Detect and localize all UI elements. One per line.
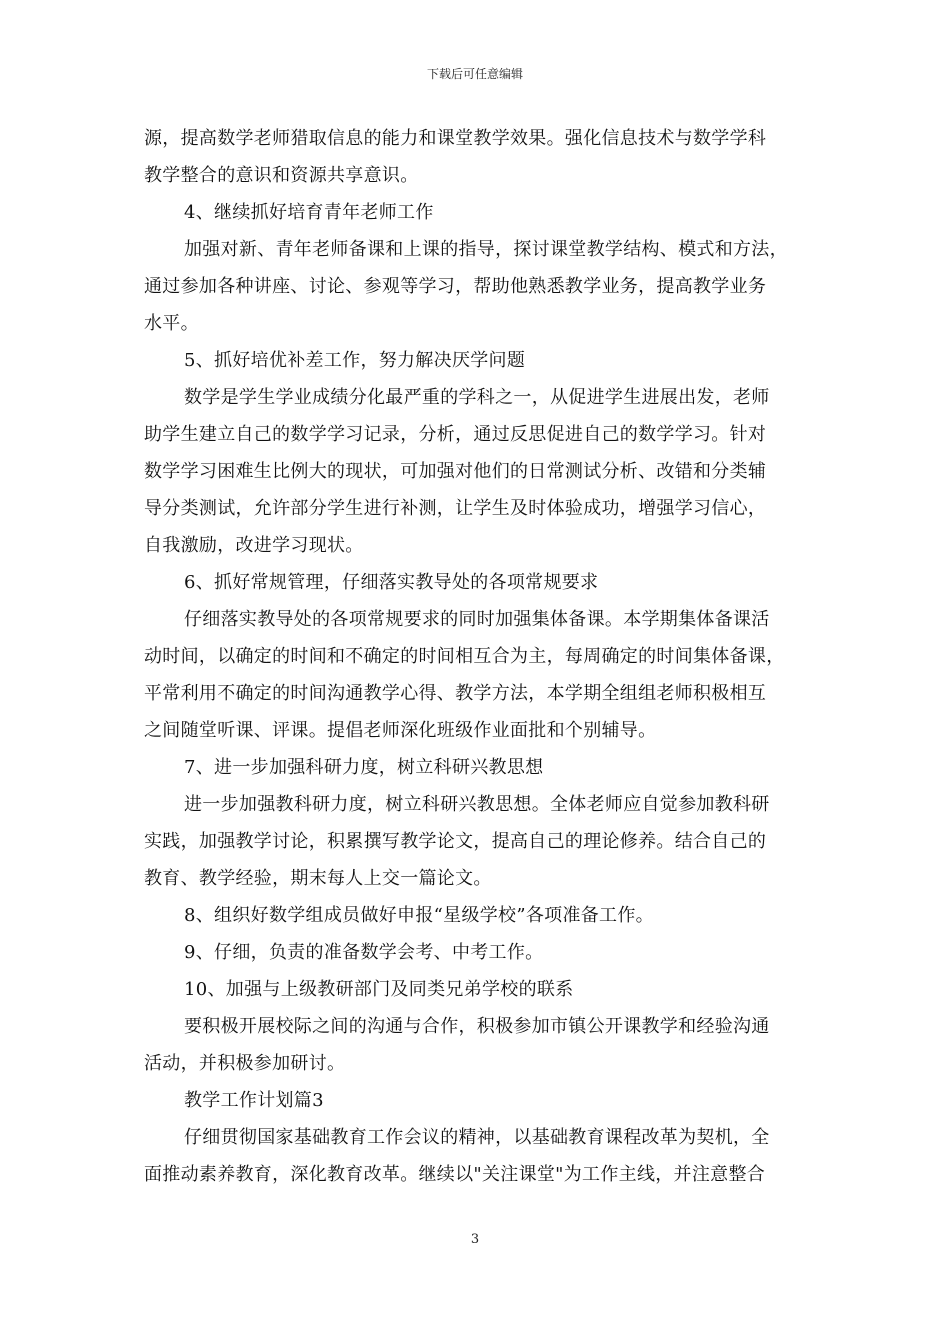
paragraph-line: 导分类测试，允许部分学生进行补测，让学生及时体验成功，增强学习信心， (144, 498, 767, 519)
paragraph-line: 通过参加各种讲座、讨论、参观等学习，帮助他熟悉教学业务，提高教学业务 (144, 276, 767, 297)
paragraph-line: 助学生建立自己的数学学习记录，分析，通过反思促进自己的数学学习。针对 (144, 424, 767, 445)
paragraph-line: 要积极开展校际之间的沟通与合作，积极参加市镇公开课教学和经验沟通 (184, 1016, 770, 1037)
paragraph-line: 加强对新、青年老师备课和上课的指导，探讨课堂教学结构、模式和方法， (184, 239, 788, 260)
section-heading: 8、组织好数学组成员做好申报“星级学校”各项准备工作。 (184, 905, 654, 926)
section-heading: 5、抓好培优补差工作，努力解决厌学问题 (184, 350, 526, 371)
paragraph-line: 动时间，以确定的时间和不确定的时间相互合为主，每周确定的时间集体备课， (144, 646, 785, 667)
section-heading: 9、仔细，负责的准备数学会考、中考工作。 (184, 942, 544, 963)
paragraph-line: 源，提高数学老师猎取信息的能力和课堂教学效果。强化信息技术与数学学科 (144, 128, 767, 149)
section-heading: 7、进一步加强科研力度，树立科研兴教思想 (184, 757, 544, 778)
paragraph-line: 仔细贯彻国家基础教育工作会议的精神，以基础教育课程改革为契机，全 (184, 1127, 770, 1148)
paragraph-line: 仔细落实教导处的各项常规要求的同时加强集体备课。本学期集体备课活 (184, 609, 770, 630)
article-title: 教学工作计划篇3 (184, 1090, 324, 1111)
paragraph-line: 面推动素养教育，深化教育改革。继续以"关注课堂"为工作主线，并注意整合 (144, 1164, 766, 1185)
paragraph-line: 教学整合的意识和资源共享意识。 (144, 165, 419, 186)
paragraph-line: 活动，并积极参加研讨。 (144, 1053, 346, 1074)
paragraph-line: 之间随堂听课、评课。提倡老师深化班级作业面批和个别辅导。 (144, 720, 657, 741)
paragraph-line: 实践，加强教学讨论，积累撰写教学论文，提高自己的理论修养。结合自己的 (144, 831, 767, 852)
paragraph-line: 教育、教学经验，期末每人上交一篇论文。 (144, 868, 492, 889)
page-number: 3 (470, 1232, 480, 1247)
paragraph-line: 水平。 (144, 313, 199, 334)
section-heading: 4、继续抓好培育青年老师工作 (184, 202, 434, 223)
paragraph-line: 平常利用不确定的时间沟通教学心得、教学方法，本学期全组组老师积极相互 (144, 683, 767, 704)
paragraph-line: 进一步加强教科研力度，树立科研兴教思想。全体老师应自觉参加教科研 (184, 794, 770, 815)
section-heading: 10、加强与上级教研部门及同类兄弟学校的联系 (184, 979, 574, 1000)
paragraph-line: 数学学习困难生比例大的现状，可加强对他们的日常测试分析、改错和分类辅 (144, 461, 767, 482)
page-header: 下载后可任意编辑 (426, 67, 523, 81)
document-body (144, 120, 808, 1193)
paragraph-line: 数学是学生学业成绩分化最严重的学科之一，从促进学生进展出发，老师 (184, 387, 770, 408)
paragraph-line: 自我激励，改进学习现状。 (144, 535, 364, 556)
section-heading: 6、抓好常规管理，仔细落实教导处的各项常规要求 (184, 572, 599, 593)
